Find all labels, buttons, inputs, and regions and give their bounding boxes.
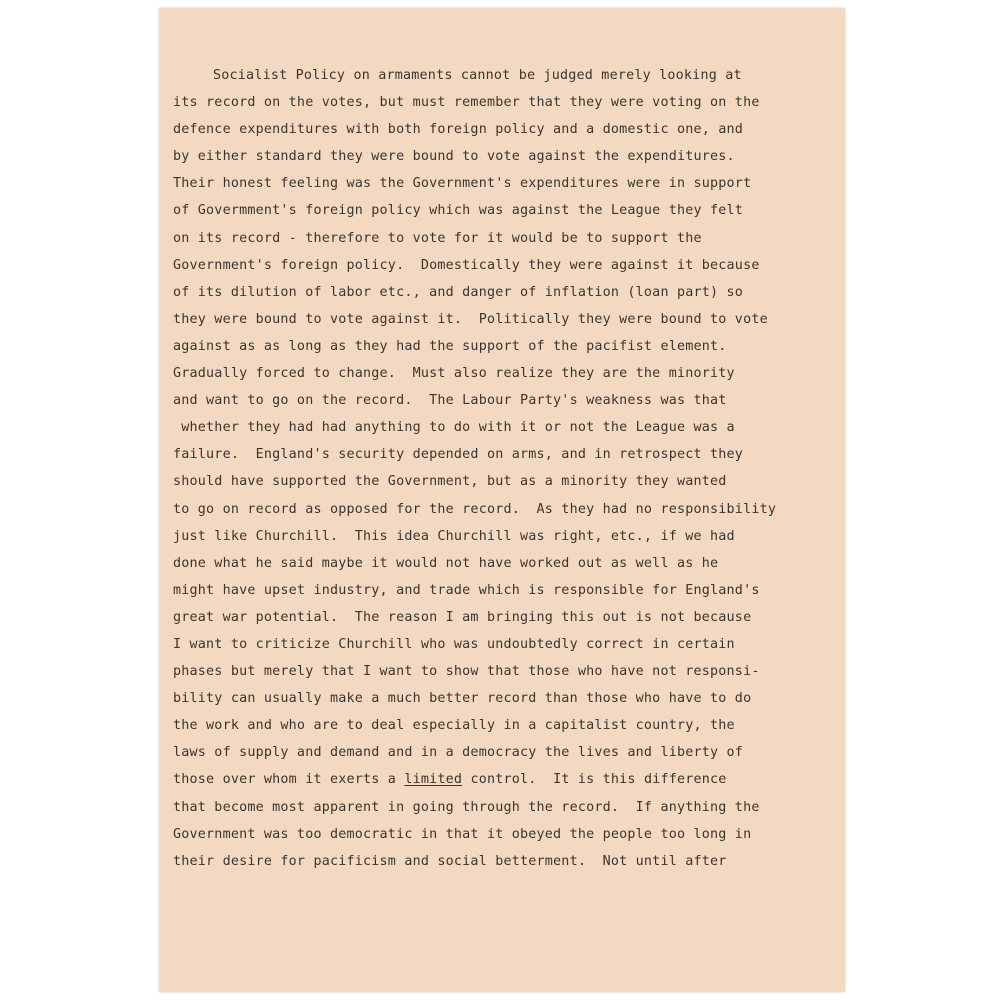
text-line: failure. England's security depended on arms, and in retrospect they	[173, 447, 744, 463]
text-line: on its record - therefore to vote for it would be to support the	[173, 230, 702, 246]
text-line: their desire for pacificism and social betterment. Not until after	[173, 853, 727, 869]
text-line: of Govermment's foreign policy which was against the League they felt	[173, 203, 744, 219]
text-line: might have upset industry, and trade which is responsible for England's	[173, 582, 760, 598]
text-line: against as as long as they had the support of the pacifist element.	[173, 338, 727, 354]
text-line-with-underline	[173, 766, 845, 793]
text-line: Government was too democratic in that it obeyed the people too long in	[173, 826, 752, 842]
text-line: to go on record as opposed for the record. As they had no responsibility	[173, 501, 777, 517]
text-line: done what he said maybe it would not have worked out as well as he	[173, 555, 719, 571]
text-line: I want to criticize Churchill who was undoubtedly correct in certain	[173, 636, 735, 652]
text-line: the work and who are to deal especially in a capitalist country, the	[173, 718, 735, 734]
text-line: and want to go on the record. The Labour Party's weakness was that	[173, 393, 727, 409]
text-line: laws of supply and demand and in a democracy the lives and liberty of	[173, 745, 744, 761]
text-line: that become most apparent in going through the record. If anything the	[173, 799, 760, 815]
text-line: by either standard they were bound to vote against the expenditures.	[173, 149, 735, 165]
underlined-word: limited	[404, 772, 463, 788]
text-line: great war potential. The reason I am bringing this out is not because	[173, 609, 752, 625]
text-line: should have supported the Government, but as a minority they wanted	[173, 474, 727, 490]
text-segment: those over whom it exerts a	[173, 772, 405, 788]
text-line: defence expenditures with both foreign policy and a domestic one, and	[173, 122, 744, 138]
text-line: just like Churchill. This idea Churchill was right, etc., if we had	[173, 528, 735, 544]
text-line: Government's foreign policy. Domestically they were against it because	[173, 257, 760, 273]
text-line: of its dilution of labor etc., and danger of inflation (loan part) so	[173, 284, 744, 300]
text-line: they were bound to vote against it. Politically they were bound to vote	[173, 311, 768, 327]
text-line: Socialist Policy on armaments cannot be judged merely looking at	[213, 68, 742, 83]
text-line: whether they had had anything to do with it or not the League was a	[173, 420, 735, 436]
typed-text-body	[173, 62, 845, 875]
text-line: Their honest feeling was the Government's expenditures were in support	[173, 176, 752, 192]
text-line: Gradually forced to change. Must also realize they are the minority	[173, 366, 735, 382]
text-line: bility can usually make a much better record than those who have to do	[173, 691, 752, 707]
text-line: phases but merely that I want to show that those who have not responsi-	[173, 664, 760, 680]
text-line: its record on the votes, but must remember that they were voting on the	[173, 95, 760, 111]
text-segment: control. It is this difference	[462, 772, 727, 788]
